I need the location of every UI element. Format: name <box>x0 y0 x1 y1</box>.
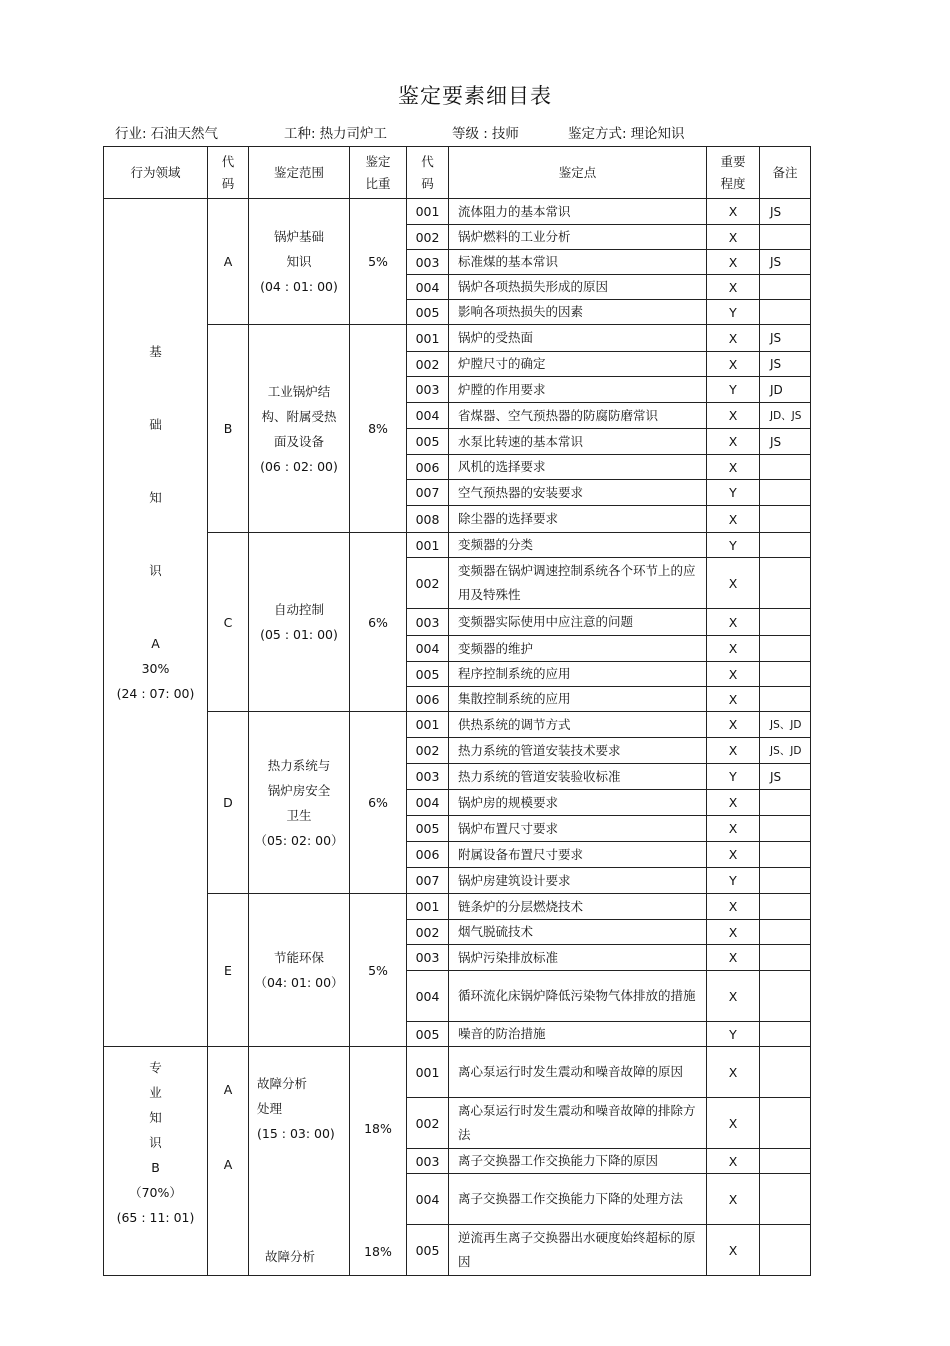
table-row <box>104 1047 811 1098</box>
header-row <box>104 147 811 199</box>
section-weight <box>350 1047 407 1276</box>
section-range-line: 锅炉房安全 <box>267 782 331 798</box>
point-text: 炉膛的作用要求 <box>449 377 707 403</box>
point-code: 004 <box>407 1174 449 1225</box>
remark: JS <box>760 429 811 455</box>
point-text: 锅炉房建筑设计要求 <box>449 868 707 894</box>
remark: JS <box>760 764 811 790</box>
remark <box>760 894 811 920</box>
remark <box>760 920 811 945</box>
point-text: 影响各项热损失的因素 <box>449 300 707 325</box>
importance: X <box>707 636 760 662</box>
point-code: 001 <box>407 199 449 225</box>
point-text: 锅炉的受热面 <box>449 325 707 352</box>
point-code: 007 <box>407 868 449 894</box>
point-text: 除尘器的选择要求 <box>449 506 707 533</box>
remark <box>760 1047 811 1098</box>
importance: X <box>707 1047 760 1098</box>
importance: X <box>707 816 760 842</box>
point-code: 001 <box>407 533 449 558</box>
point-code: 003 <box>407 945 449 971</box>
remark <box>760 868 811 894</box>
domain-cell <box>104 199 208 1047</box>
point-code: 003 <box>407 250 449 275</box>
section-code: A <box>208 199 249 325</box>
domain-char: 识 <box>149 563 162 578</box>
point-code: 005 <box>407 1022 449 1047</box>
section-range <box>249 894 350 1047</box>
importance: X <box>707 738 760 764</box>
point-text: 风机的选择要求 <box>449 455 707 480</box>
point-code: 002 <box>407 1098 449 1149</box>
point-text: 标准煤的基本常识 <box>449 250 707 275</box>
importance: X <box>707 558 760 609</box>
point-code: 001 <box>407 325 449 352</box>
remark <box>760 945 811 971</box>
header-weight: 鉴定 比重 <box>350 147 407 199</box>
header-point: 鉴定点 <box>449 147 707 199</box>
domain-code: B <box>151 1160 160 1175</box>
table-row <box>104 894 811 920</box>
importance: X <box>707 225 760 250</box>
section-range-line: 故障分析 <box>257 1076 308 1091</box>
point-code: 006 <box>407 842 449 868</box>
section-range-next: 故障分析 <box>265 1249 316 1264</box>
remark: JS <box>760 352 811 377</box>
remark <box>760 558 811 609</box>
importance: X <box>707 662 760 687</box>
importance: X <box>707 1174 760 1225</box>
importance: X <box>707 429 760 455</box>
domain-char: 业 <box>149 1085 162 1100</box>
point-text: 热力系统的管道安装验收标准 <box>449 764 707 790</box>
point-code: 002 <box>407 920 449 945</box>
point-code: 004 <box>407 636 449 662</box>
remark <box>760 816 811 842</box>
point-text: 炉膛尺寸的确定 <box>449 352 707 377</box>
point-text: 流体阻力的基本常识 <box>449 199 707 225</box>
section-range-line: 节能环保 <box>273 950 324 965</box>
section-range-line: (04 : 01: 00) <box>260 279 338 294</box>
point-text: 热力系统的管道安装技术要求 <box>449 738 707 764</box>
point-code: 004 <box>407 275 449 300</box>
section-range-line: 自动控制 <box>273 602 324 617</box>
importance: X <box>707 971 760 1022</box>
section-code: C <box>208 533 249 712</box>
section-range-line: 处理 <box>257 1101 283 1116</box>
remark <box>760 1149 811 1174</box>
domain-char: 专 <box>149 1060 162 1075</box>
point-text: 逆流再生离子交换器出水硬度始终超标的原因 <box>449 1225 707 1276</box>
header-domain: 行为领域 <box>104 147 208 199</box>
section-range-line: (15 : 03: 00) <box>257 1126 335 1141</box>
importance: X <box>707 1225 760 1276</box>
section-code-line: A <box>223 1157 233 1172</box>
header-code: 代 码 <box>208 147 249 199</box>
remark <box>760 1174 811 1225</box>
header-range: 鉴定范围 <box>249 147 350 199</box>
remark <box>760 1022 811 1047</box>
importance: X <box>707 790 760 816</box>
domain-percent: 30% <box>141 661 170 676</box>
section-weight: 8% <box>350 325 407 533</box>
point-text: 变频器在锅炉调速控制系统各个环节上的应用及特殊性 <box>449 558 707 609</box>
section-weight: 5% <box>350 199 407 325</box>
section-code <box>208 1047 249 1276</box>
point-text: 锅炉各项热损失形成的原因 <box>449 275 707 300</box>
meta-trade: 工种: 热力司炉工 <box>284 126 388 142</box>
point-text: 省煤器、空气预热器的防腐防磨常识 <box>449 403 707 429</box>
point-code: 005 <box>407 816 449 842</box>
importance: X <box>707 842 760 868</box>
point-code: 004 <box>407 971 449 1022</box>
importance: Y <box>707 377 760 403</box>
domain-cell <box>104 1047 208 1276</box>
point-text: 集散控制系统的应用 <box>449 687 707 712</box>
remark <box>760 1225 811 1276</box>
importance: X <box>707 1149 760 1174</box>
section-range-line: 热力系统与 <box>267 757 331 773</box>
point-text: 链条炉的分层燃烧技术 <box>449 894 707 920</box>
point-code: 001 <box>407 712 449 738</box>
remark <box>760 480 811 506</box>
remark <box>760 687 811 712</box>
importance: X <box>707 352 760 377</box>
point-code: 004 <box>407 403 449 429</box>
point-code: 002 <box>407 225 449 250</box>
section-code: D <box>208 712 249 894</box>
point-text: 水泵比转速的基本常识 <box>449 429 707 455</box>
point-text: 离子交换器工作交换能力下降的处理方法 <box>449 1174 707 1225</box>
importance: X <box>707 199 760 225</box>
point-text: 变频器实际使用中应注意的问题 <box>449 609 707 636</box>
point-code: 006 <box>407 687 449 712</box>
importance: X <box>707 945 760 971</box>
point-code: 006 <box>407 455 449 480</box>
remark <box>760 636 811 662</box>
domain-code: A <box>151 636 160 651</box>
table-row <box>104 199 811 225</box>
importance: Y <box>707 533 760 558</box>
remark <box>760 609 811 636</box>
point-code: 005 <box>407 662 449 687</box>
section-code: B <box>208 325 249 533</box>
point-code: 002 <box>407 558 449 609</box>
remark: JS、JD <box>760 738 811 764</box>
domain-char: 基 <box>149 344 162 359</box>
importance: X <box>707 920 760 945</box>
remark <box>760 225 811 250</box>
section-range <box>249 199 350 325</box>
section-range-line: 知识 <box>286 254 312 269</box>
point-text: 程序控制系统的应用 <box>449 662 707 687</box>
domain-char: 识 <box>149 1135 162 1150</box>
remark <box>760 790 811 816</box>
section-range-line: 面及设备 <box>273 433 324 449</box>
importance: X <box>707 403 760 429</box>
remark: JD、JS <box>760 403 811 429</box>
point-text: 空气预热器的安装要求 <box>449 480 707 506</box>
point-code: 002 <box>407 352 449 377</box>
remark: JS <box>760 250 811 275</box>
section-weight-value: 18% <box>364 1121 392 1136</box>
point-code: 002 <box>407 738 449 764</box>
remark: JS <box>760 325 811 352</box>
point-text: 锅炉布置尺寸要求 <box>449 816 707 842</box>
meta-industry: 行业: 石油天然气 <box>115 126 219 142</box>
importance: X <box>707 712 760 738</box>
point-text: 锅炉污染排放标准 <box>449 945 707 971</box>
section-range-line: 锅炉基础 <box>273 229 324 244</box>
point-text: 锅炉房的规模要求 <box>449 790 707 816</box>
section-range-line: (06 : 02: 00) <box>260 458 338 474</box>
table-row <box>104 712 811 738</box>
meta-mode: 鉴定方式: 理论知识 <box>568 126 685 142</box>
remark: JS、JD <box>760 712 811 738</box>
section-weight: 6% <box>350 533 407 712</box>
section-range-line: 构、附属受热 <box>261 408 337 424</box>
point-text: 离心泵运行时发生震动和噪音故障的排除方法 <box>449 1098 707 1149</box>
section-range-line: 工业锅炉结 <box>267 383 331 399</box>
header-remark: 备注 <box>760 147 811 199</box>
point-code: 008 <box>407 506 449 533</box>
point-text: 变频器的分类 <box>449 533 707 558</box>
table-row <box>104 325 811 352</box>
section-range <box>249 533 350 712</box>
importance: Y <box>707 1022 760 1047</box>
remark <box>760 842 811 868</box>
point-code: 007 <box>407 480 449 506</box>
importance: X <box>707 609 760 636</box>
section-weight: 5% <box>350 894 407 1047</box>
point-text: 附属设备布置尺寸要求 <box>449 842 707 868</box>
point-code: 005 <box>407 429 449 455</box>
remark <box>760 971 811 1022</box>
remark <box>760 662 811 687</box>
importance: X <box>707 325 760 352</box>
remark <box>760 275 811 300</box>
point-code: 003 <box>407 377 449 403</box>
domain-ratio: (65 : 11: 01) <box>116 1210 195 1225</box>
page-title: 鉴定要素细目表 <box>398 84 552 108</box>
section-range <box>249 325 350 533</box>
importance: Y <box>707 480 760 506</box>
header-importance: 重要 程度 <box>707 147 760 199</box>
importance: X <box>707 506 760 533</box>
point-text: 锅炉燃料的工业分析 <box>449 225 707 250</box>
importance: X <box>707 455 760 480</box>
point-code: 005 <box>407 300 449 325</box>
point-text: 离心泵运行时发生震动和噪音故障的原因 <box>449 1047 707 1098</box>
point-text: 供热系统的调节方式 <box>449 712 707 738</box>
section-range <box>249 712 350 894</box>
remark <box>760 300 811 325</box>
point-code: 003 <box>407 609 449 636</box>
point-code: 004 <box>407 790 449 816</box>
point-text: 变频器的维护 <box>449 636 707 662</box>
remark <box>760 1098 811 1149</box>
remark <box>760 533 811 558</box>
domain-char: 础 <box>149 417 162 432</box>
point-code: 001 <box>407 894 449 920</box>
domain-percent: （70%） <box>129 1185 182 1200</box>
remark <box>760 506 811 533</box>
table-row <box>104 533 811 558</box>
meta-level: 等级 : 技师 <box>452 126 519 142</box>
point-code: 003 <box>407 764 449 790</box>
point-text: 循环流化床锅炉降低污染物气体排放的措施 <box>449 971 707 1022</box>
point-code: 003 <box>407 1149 449 1174</box>
section-code: E <box>208 894 249 1047</box>
importance: X <box>707 687 760 712</box>
section-weight-next: 18% <box>364 1244 392 1259</box>
domain-ratio: (24 : 07: 00) <box>116 686 195 701</box>
point-code: 001 <box>407 1047 449 1098</box>
section-range-line: （04: 01: 00） <box>254 975 344 990</box>
section-range-line: (05 : 01: 00) <box>260 627 338 642</box>
section-code-line: A <box>223 1082 233 1097</box>
remark: JS <box>760 199 811 225</box>
point-text: 离子交换器工作交换能力下降的原因 <box>449 1149 707 1174</box>
importance: Y <box>707 300 760 325</box>
domain-char: 知 <box>149 1110 162 1125</box>
domain-char: 知 <box>149 490 162 505</box>
point-code: 005 <box>407 1225 449 1276</box>
point-text: 噪音的防治措施 <box>449 1022 707 1047</box>
importance: X <box>707 1098 760 1149</box>
header-point-code: 代 码 <box>407 147 449 199</box>
remark: JD <box>760 377 811 403</box>
point-text: 烟气脱硫技术 <box>449 920 707 945</box>
importance: X <box>707 250 760 275</box>
importance: Y <box>707 764 760 790</box>
importance: X <box>707 275 760 300</box>
elements-table <box>103 146 811 1276</box>
remark <box>760 455 811 480</box>
importance: X <box>707 894 760 920</box>
section-weight: 6% <box>350 712 407 894</box>
section-range-line: （05: 02: 00） <box>254 832 344 848</box>
section-range <box>249 1047 350 1276</box>
section-range-line: 卫生 <box>286 807 312 823</box>
importance: Y <box>707 868 760 894</box>
